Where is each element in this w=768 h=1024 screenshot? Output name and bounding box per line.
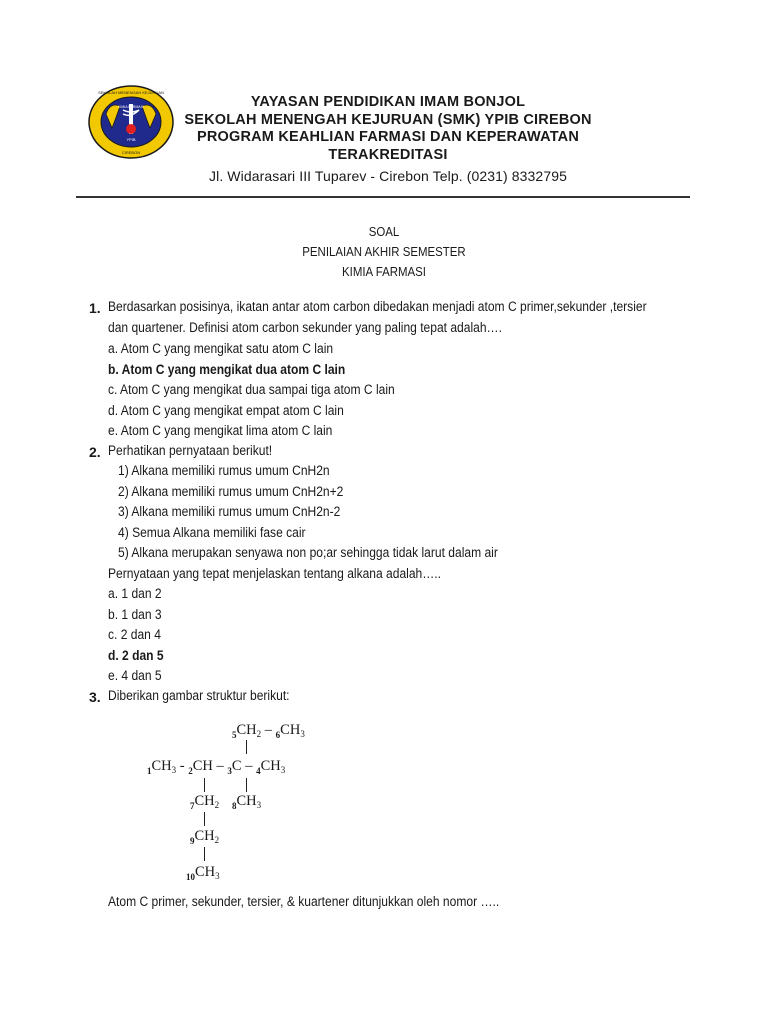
bond-line: [246, 740, 247, 754]
bond-line: [246, 778, 247, 792]
structure-row-1: $_5CH_2 - _6CH_3$: [232, 722, 305, 740]
option-d-answer: d. 2 dan 5: [108, 648, 164, 663]
title-subject: KIMIA FARMASI: [342, 264, 426, 279]
question-text: Berdasarkan posisinya, ikatan antar atom carbon dibedakan menjadi atom C primer,sekunder ,tersier: [108, 299, 647, 314]
structure-row-5: $_{10}CH_3$: [186, 864, 220, 882]
letterhead: [178, 94, 598, 186]
bond-line: [204, 847, 205, 861]
option-a: a. 1 dan 2: [108, 586, 162, 601]
question-number: 2.: [89, 444, 101, 460]
foundation-name: YAYASAN PENDIDIKAN IMAM BONJOL: [250, 94, 526, 110]
question-number: 3.: [89, 689, 101, 705]
option-e: e. 4 dan 5: [108, 668, 162, 683]
program-name: PROGRAM KEAHLIAN FARMASI DAN KEPERAWATAN: [196, 129, 580, 145]
title-soal: SOAL: [368, 224, 400, 239]
option-c: c. Atom C yang mengikat dua sampai tiga atom C lain: [108, 382, 395, 397]
structure-row-4: $_9CH_2$: [190, 828, 220, 846]
accreditation: TERAKREDITASI: [328, 146, 448, 163]
question-text: dan quartener. Definisi atom carbon sekunder yang paling tepat adalah….: [108, 320, 502, 335]
title-exam: PENILAIAN AKHIR SEMESTER: [302, 244, 466, 259]
structure-row-3: $_7CH_2$: [190, 793, 220, 811]
option-a: a. Atom C yang mengikat satu atom C lain: [108, 341, 334, 356]
statement-5: 5) Alkana merupakan senyawa non po;ar sehingga tidak larut dalam air: [118, 545, 498, 560]
school-name: SEKOLAH MENENGAH KEJURUAN (SMK) YPIB CIREBON: [184, 111, 592, 128]
statement-3: 3) Alkana memiliki rumus umum CnH2n-2: [118, 504, 341, 519]
option-c: c. 2 dan 4: [108, 627, 161, 642]
option-b-answer: b. Atom C yang mengikat dua atom C lain: [108, 362, 346, 377]
structure-row-3b: $_8CH_3$: [232, 793, 262, 811]
logo-text-bottom: CIREBON: [121, 150, 141, 155]
bond-line: [204, 812, 205, 826]
statement-2: 2) Alkana memiliki rumus umum CnH2n+2: [118, 484, 344, 499]
question-text: Diberikan gambar struktur berikut:: [108, 688, 290, 703]
question-text: Pernyataan yang tepat menjelaskan tentang alkana adalah…..: [108, 566, 441, 581]
address: Jl. Widarasari III Tuparev - Cirebon Telp. (0231) 8332795: [209, 168, 567, 184]
logo-text-top: SEKOLAH MENENGAH KEJURUAN: [98, 90, 164, 95]
statement-4: 4) Semua Alkana memiliki fase cair: [118, 525, 306, 540]
bond-line: [204, 778, 205, 792]
school-logo: [88, 84, 174, 160]
question-text: Atom C primer, sekunder, tersier, & kuartener ditunjukkan oleh nomor …..: [108, 894, 500, 909]
option-e: e. Atom C yang mengikat lima atom C lain: [108, 423, 333, 438]
structure-row-2: $_1CH_3 - _2CH - _3C - _4CH_3$: [147, 758, 286, 776]
option-d: d. Atom C yang mengikat empat atom C lain: [108, 403, 344, 418]
question-number: 1.: [89, 300, 101, 316]
logo-text-mid: KIMIA FARMASI: [117, 105, 145, 109]
header-divider: [76, 196, 690, 198]
exam-title: [0, 222, 768, 282]
statement-1: 1) Alkana memiliki rumus umum CnH2n: [118, 463, 330, 478]
option-b: b. 1 dan 3: [108, 607, 162, 622]
question-text: Perhatikan pernyataan berikut!: [108, 443, 273, 458]
logo-text-sub: YPIB: [126, 137, 136, 142]
